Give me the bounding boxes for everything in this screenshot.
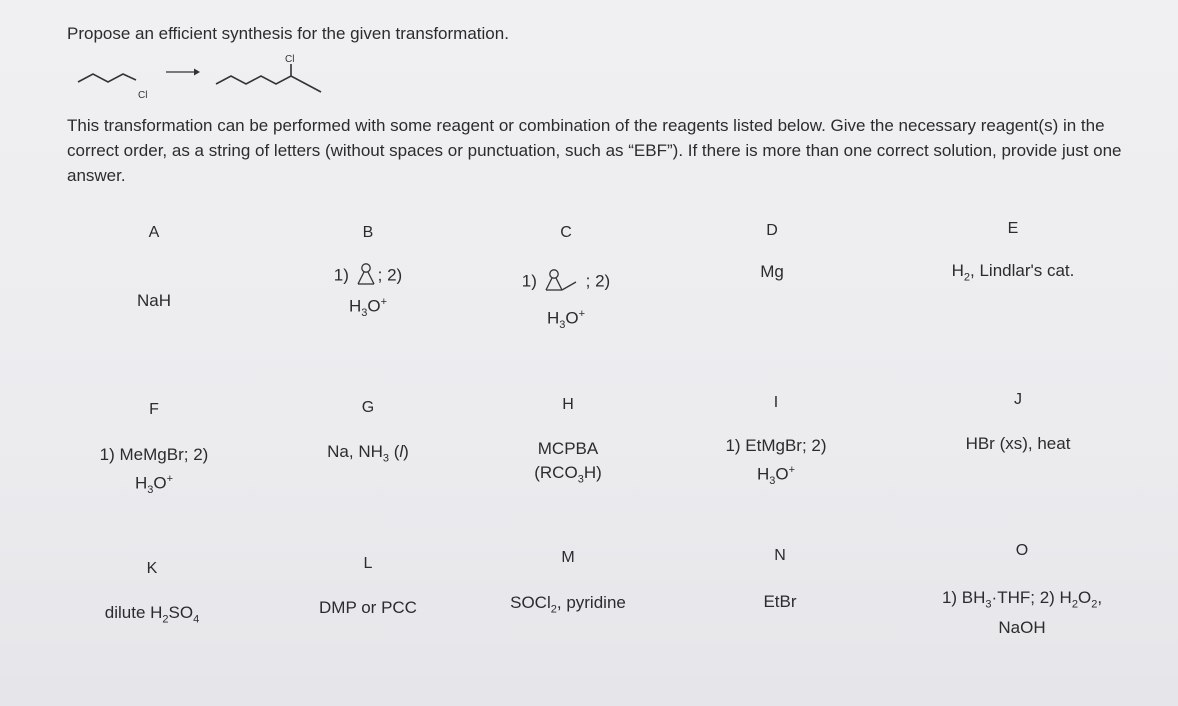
reaction-scheme [76, 48, 336, 104]
reaction-arrow-head [194, 69, 200, 76]
reagent-label-i: I [773, 394, 779, 411]
reagent-k: dilute $H_2SO_4$ [104, 603, 200, 626]
reagent-label-h: H [562, 396, 574, 413]
reagent-a-text: NaH [136, 291, 171, 310]
reagent-label-m: M [561, 549, 575, 566]
reagent-d [672, 260, 872, 284]
question-text: Propose an efficient synthesis for the given transformation. [67, 24, 509, 43]
reagent-g: Na, $NH_3$ (l) [327, 442, 409, 465]
reagent-label-k: K [146, 560, 158, 577]
reagent-e: $H_2$, Lindlar's cat. [951, 261, 1075, 284]
methyl-epoxide-icon [542, 268, 586, 296]
reagent-f [54, 443, 254, 502]
reagent-label-o: O [1015, 542, 1029, 559]
product-skeleton [216, 76, 321, 92]
product-cl: Cl [285, 54, 295, 65]
reagent-o-line2: NaOH [998, 618, 1046, 638]
reagent-i [676, 434, 876, 493]
reagent-o [907, 586, 1137, 640]
reagent-label-g: G [361, 399, 375, 416]
reagent-f-line1: 1) MeMgBr; 2) [99, 445, 209, 464]
reagent-label-l: L [363, 555, 373, 572]
reagent-b-prefix: 1) [333, 265, 349, 285]
reagent-c-suffix: ; 2) [585, 271, 611, 291]
reagent-i-line1: 1) EtMgBr; 2) [725, 436, 827, 455]
reagent-l [268, 596, 468, 620]
reagent-c-prefix: 1) [521, 271, 537, 291]
reagent-label-j: J [1014, 391, 1022, 408]
reagent-label-d: D [766, 222, 778, 239]
reagent-m: SOCl$_2$, pyridine [510, 593, 626, 616]
reagent-o-line1: 1) $BH_3\cdot THF$; 2) $H_2O_2$, [941, 588, 1103, 611]
epoxide-icon [354, 262, 378, 290]
reagent-j [918, 432, 1118, 456]
reagent-c [466, 268, 666, 337]
reagent-label-a: A [148, 224, 160, 241]
reagent-l-text: DMP or PCC [319, 598, 417, 617]
reagent-d-text: Mg [760, 262, 784, 281]
reagent-f-line2: $H_3O^+$ [134, 473, 174, 497]
reagent-a [54, 289, 254, 313]
reagent-n-text: EtBr [763, 592, 797, 611]
starting-material-cl: Cl [138, 90, 148, 101]
reagent-c-line2: $H_3O^+$ [546, 308, 586, 332]
reagent-label-f: F [149, 401, 159, 418]
reagent-h [468, 437, 668, 491]
reagent-j-text: HBr (xs), heat [965, 434, 1071, 453]
instructions-text: This transformation can be performed with some reagent or combination of the reagents listed below. Give the necessary reagent(s) in the correct order, as a string of letters (without spaces or punctuation, such as “EBF”). If there is more than one correct solution, provide just one answer. [67, 116, 1122, 185]
reagent-b-line2: $H_3O^+$ [348, 296, 388, 320]
reagent-n [680, 590, 880, 614]
starting-material-skeleton [78, 74, 136, 82]
reagent-label-n: N [774, 547, 786, 564]
reagent-b [268, 262, 468, 325]
reagent-label-b: B [362, 224, 374, 241]
reagent-h-line1: MCPBA [537, 439, 599, 458]
reagent-i-line2: $H_3O^+$ [756, 464, 796, 488]
reagent-label-e: E [1007, 220, 1019, 237]
reagent-label-c: C [560, 224, 572, 241]
reagent-b-suffix: ; 2) [377, 265, 403, 285]
reagent-h-line2: $(RCO_3H)$ [534, 463, 602, 486]
